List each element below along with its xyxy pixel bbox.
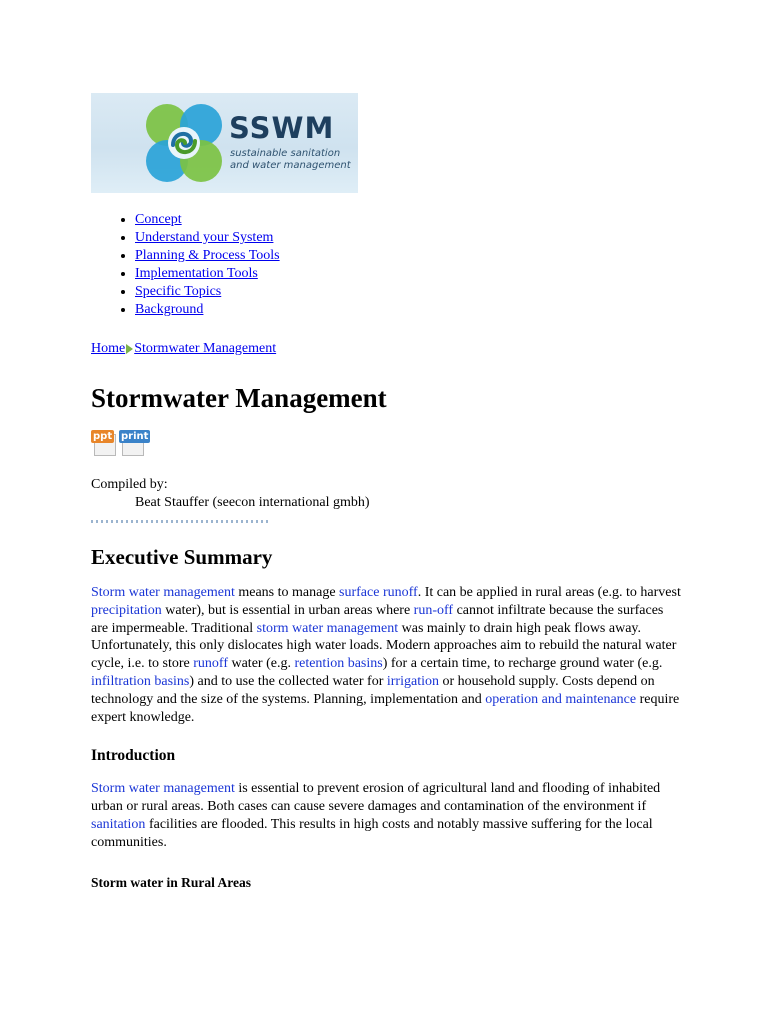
compiled-by-label: Compiled by: [91, 477, 168, 492]
main-nav [91, 211, 681, 319]
body-text: ) for a certain time, to recharge ground water (e.g. [382, 656, 663, 672]
nav-link-understand-your-system[interactable]: Understand your System [135, 230, 274, 245]
body-text: or household supply. Costs depend on technology and the size of the systems. Planning, implementation and [91, 673, 655, 707]
introduction-text [91, 780, 681, 851]
body-text: . It can be applied in rural areas (e.g. to harvest [417, 585, 681, 600]
page-title: Stormwater Management [91, 383, 387, 413]
sswm-logo[interactable] [91, 93, 358, 193]
inline-link[interactable]: infiltration basins [91, 673, 190, 689]
breadcrumb-home-link[interactable]: Home [91, 341, 126, 356]
nav-item-implementation-tools [135, 265, 681, 283]
document-actions [91, 430, 681, 458]
inline-link[interactable]: retention basins [294, 656, 383, 672]
print-label: print [121, 431, 149, 442]
introduction-heading: Introduction [91, 747, 176, 765]
inline-link[interactable]: runoff [193, 656, 228, 672]
logo-tagline-line-2: and water management [230, 160, 351, 171]
breadcrumb-current-link[interactable]: Stormwater Management [134, 341, 277, 356]
ppt-download-button[interactable] [91, 430, 118, 456]
body-text: water (e.g. [227, 656, 295, 672]
inline-link[interactable]: sanitation [91, 816, 146, 832]
nav-link-background[interactable]: Background [135, 302, 204, 317]
ppt-label: ppt [93, 431, 113, 442]
breadcrumb [91, 340, 681, 358]
logo-tagline [230, 148, 351, 172]
inline-link[interactable]: precipitation [91, 602, 162, 618]
compiled-by-author: Beat Stauffer (seecon international gmbh) [135, 495, 370, 510]
breadcrumb-arrow-icon [126, 344, 133, 354]
nav-item-specific-topics [135, 283, 681, 301]
nav-item-understand-your-system [135, 229, 681, 247]
body-text: require expert knowledge. [91, 691, 680, 725]
inline-link[interactable]: irrigation [386, 673, 439, 689]
sswm-logo-icon [143, 101, 225, 185]
compiled-by [91, 476, 681, 512]
logo-brand-text: SSWM [229, 111, 335, 145]
inline-link[interactable]: storm water management [256, 620, 399, 636]
nav-item-background [135, 301, 681, 319]
nav-link-concept[interactable]: Concept [135, 212, 182, 227]
rural-areas-heading: Storm water in Rural Areas [91, 874, 251, 890]
inline-link[interactable]: surface runoff [339, 585, 418, 600]
body-text: is essential to prevent erosion of agricultural land and flooding of inhabited urban or rural areas. Both cases can cause severe damages and contamination of the environment if [91, 781, 661, 815]
inline-link[interactable]: Storm water management [91, 585, 235, 600]
inline-link[interactable]: run-off [413, 602, 454, 618]
nav-link-specific-topics[interactable]: Specific Topics [135, 284, 222, 299]
inline-link[interactable]: Storm water management [91, 781, 235, 797]
body-text: was mainly to drain high peak flows away. Unfortunately, this only dislocates high water loads. Modern approaches aim to rebuild the natural water cycle, i.e. to store [91, 620, 677, 672]
body-text: water), but is essential in urban areas where [161, 602, 414, 618]
body-text: ) and to use the collected water for [189, 673, 387, 689]
document-page [91, 93, 681, 892]
nav-item-planning-process-tools [135, 247, 681, 265]
inline-link[interactable]: operation and maintenance [485, 691, 637, 707]
body-text: means to manage [234, 585, 340, 600]
body-text: facilities are flooded. This results in high costs and notably massive suffering for the local communities. [91, 816, 653, 850]
executive-summary-heading: Executive Summary [91, 545, 273, 569]
logo-tagline-line-1: sustainable sanitation [230, 148, 341, 159]
print-button[interactable] [119, 430, 149, 456]
executive-summary-text [91, 584, 681, 726]
nav-link-implementation-tools[interactable]: Implementation Tools [135, 266, 258, 281]
body-text: cannot infiltrate because the surfaces are impermeable. Traditional [91, 602, 664, 636]
dotted-divider [91, 516, 681, 526]
nav-item-concept [135, 211, 681, 229]
nav-link-planning-process-tools[interactable]: Planning & Process Tools [135, 248, 280, 263]
